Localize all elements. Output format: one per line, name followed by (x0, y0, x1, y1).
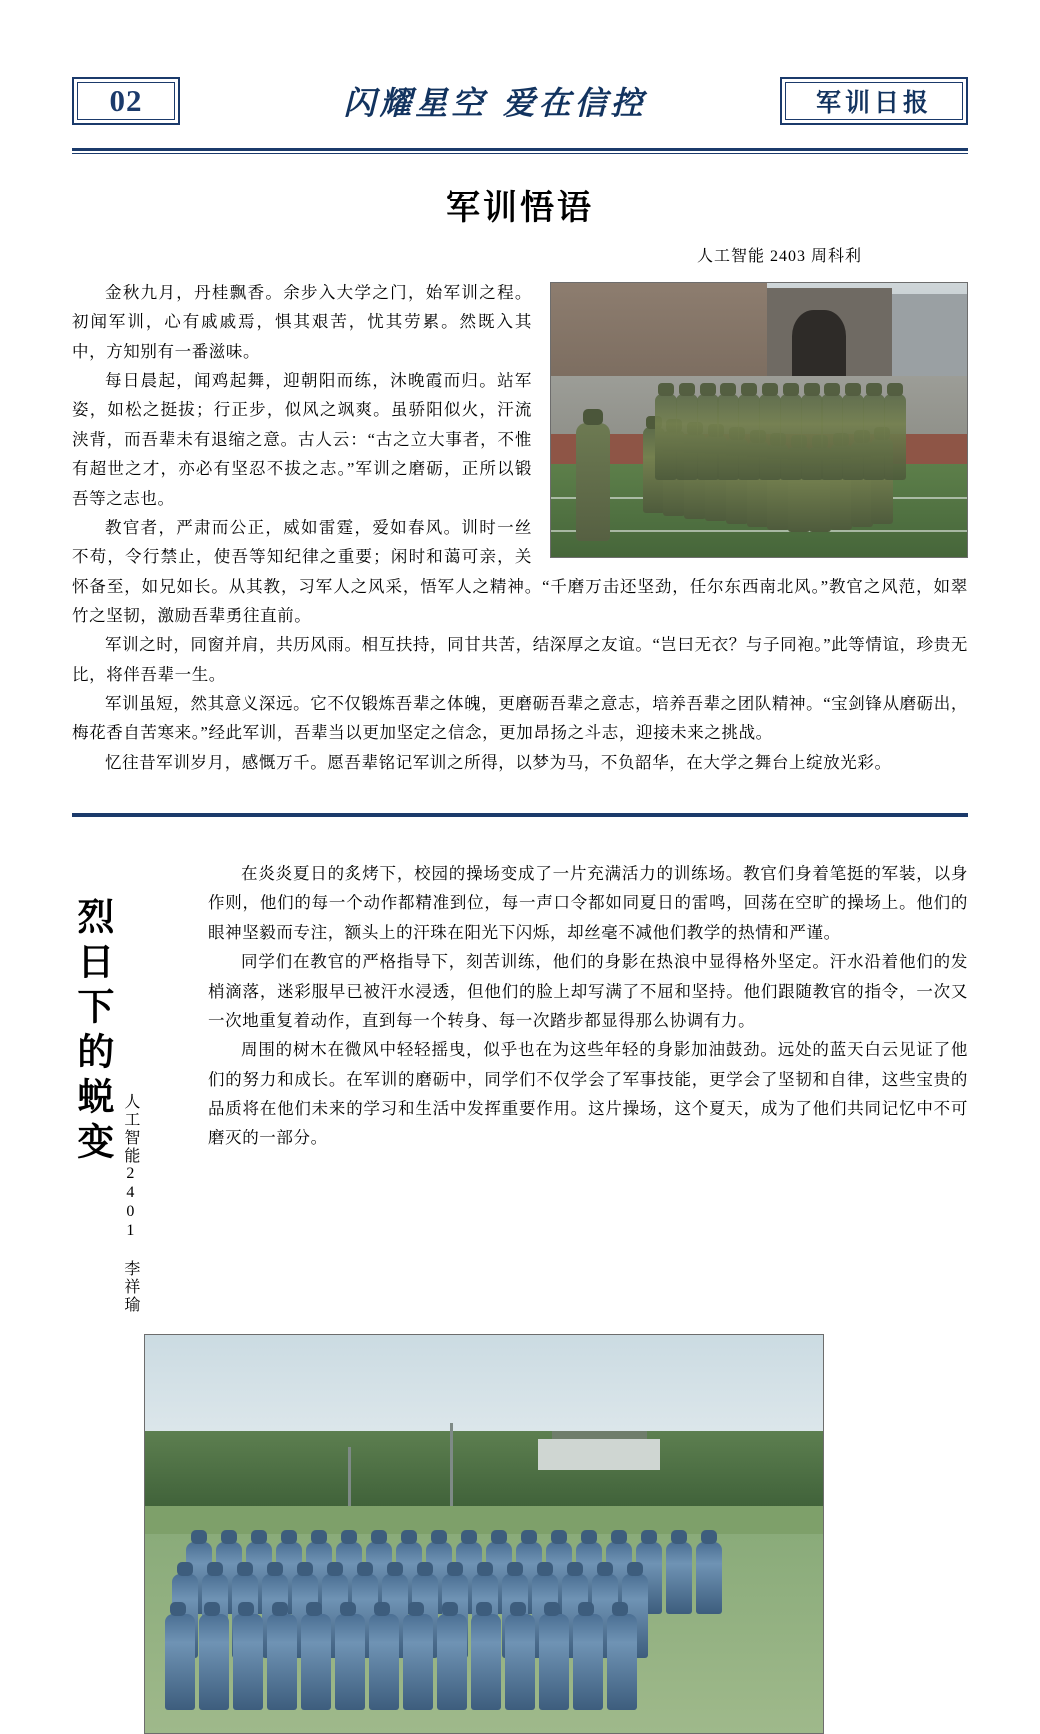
article-two-paragraph: 周围的树木在微风中轻轻摇曳，似乎也在为这些年轻的身影加油鼓劲。远处的蓝天白云见证了他们的努力和成长。在军训的磨砺中，同学们不仅学会了军事技能，更学会了坚韧和自律，这些宝贵的品质将在他们未来的学习和生活中发挥重要作用。这片操场，这个夏天，成为了他们共同记忆中不可磨灭的一部分。 (208, 1040, 968, 1148)
photo-wall-right (892, 294, 967, 376)
article-one-paragraph: 金秋九月，丹桂飘香。余步入大学之门，始军训之程。初闻军训，心有戚戚焉，惧其艰苦，忧其劳累。然既入其中，方知别有一番滋味。 (72, 283, 532, 361)
article-one-paragraph: 每日晨起，闻鸡起舞，迎朝阳而练，沐晚霞而归。站军姿，如松之挺拔；行正步，似风之飒爽。虽骄阳似火，汗流浃背，而吾辈未有退缩之意。古人云：“古之立大事者，不惟有超世之才，亦必有坚忍不拔之志。”军训之磨砺，正所以锻吾等之志也。 (72, 371, 532, 508)
newspaper-page (0, 58, 1040, 1468)
photo-formation-row (165, 1614, 641, 1710)
article-two (72, 859, 968, 1314)
article-one-paragraph: 军训之时，同窗并肩，共历风雨。相互扶持，同甘共苦，结深厚之友谊。“岂曰无衣？与子同袍。”此等情谊，珍贵无比，将伴吾辈一生。 (72, 635, 968, 684)
photo-building (538, 1439, 660, 1471)
article-two-heading-group (72, 859, 208, 1314)
photo-light-pole (450, 1423, 453, 1519)
masthead-rule-thin (72, 153, 968, 154)
article-two-paragraph: 同学们在教官的严格指导下，刻苦训练，他们的身影在热浪中显得格外坚定。汗水沿着他们的发梢滴落，迷彩服早已被汗水浸透，但他们的脸上却写满了不屈和坚持。他们跟随教官的指令，一次又一次地重复着动作，直到每一个转身、每一次踏步都显得那么协调有力。 (208, 952, 968, 1030)
article-one (72, 180, 968, 777)
article-one-byline: 人工智能 2403 周科利 (696, 248, 862, 265)
article-one-paragraph: 教官者，严肃而公正，威如雷霆，爱如春风。训时一丝不苟，令行禁止，使吾等知纪律之重要；闲时和蔼可亲，关怀备至，如兄如长。从其教，习军人之风采，悟军人之精神。“千磨万击还坚劲，任尔东西南北风。”教官之风范，如翠竹之坚韧，激励吾辈勇往直前。 (72, 517, 968, 625)
masthead-title: 闪耀星空 爱在信控 (343, 84, 647, 122)
article-two-paragraph: 在炎炎夏日的炙烤下，校园的操场变成了一片充满活力的训练场。教官们身着笔挺的军装，以身作则，他们的每一个动作都精准到位，每一声口令都如同夏日的雷鸣，回荡在空旷的操场上。他们的眼神坚毅而专注，额头上的汗珠在阳光下闪烁，却丝毫不减他们教学的热情和严谨。 (208, 864, 968, 942)
photo-instructor-figure (576, 423, 610, 541)
article-one-paragraph: 忆往昔军训岁月，感慨万千。愿吾辈铭记军训之所得，以梦为马，不负韶华，在大学之舞台上绽放光彩。 (105, 752, 892, 772)
page-number: 02 (109, 83, 143, 118)
photo-field-line (551, 530, 967, 532)
photo-treeline (145, 1431, 823, 1511)
masthead (72, 58, 968, 144)
article-two-body (208, 859, 968, 1153)
masthead-brand-label: 军训日报 (815, 88, 932, 117)
article-two-byline: 人工智能2401 李祥瑜 (121, 1093, 139, 1315)
masthead-brand-box (780, 77, 968, 125)
section-divider (72, 813, 968, 817)
article-one-title: 军训悟语 (446, 188, 594, 228)
page-number-box (72, 77, 180, 125)
article-two-photo (144, 1334, 824, 1734)
article-one-paragraph: 军训虽短，然其意义深远。它不仅锻炼吾辈之体魄，更磨砺吾辈之意志，培养吾辈之团队精神。“宝剑锋从磨砺出，梅花香自苦寒来。”经此军训，吾辈当以更加坚定之信念，更加昂扬之斗志，迎接未来之挑战。 (72, 694, 968, 743)
article-one-body (72, 278, 968, 777)
photo-archway (792, 310, 846, 376)
article-two-title: 烈日下的蜕变 (70, 897, 114, 1168)
masthead-rule (72, 148, 968, 151)
photo-running-track (145, 1506, 823, 1534)
article-one-photo (550, 282, 968, 558)
